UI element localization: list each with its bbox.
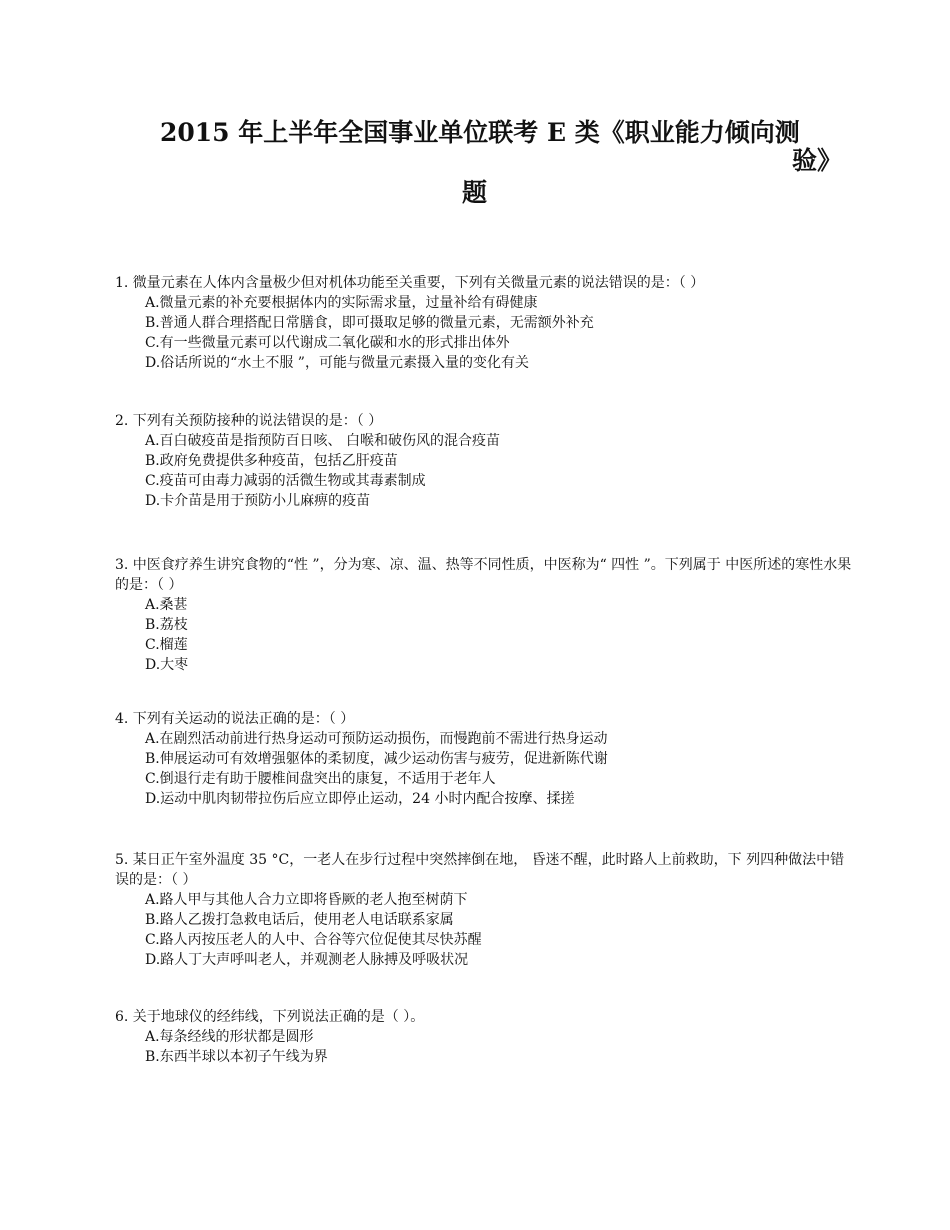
option-b: B.政府免费提供多种疫苗，包括乙肝疫苗 [145, 453, 398, 469]
option-a: A.路人甲与其他人合力立即将昏厥的老人抱至树荫下 [145, 892, 468, 908]
option-a: A.每条经线的形状都是圆形 [145, 1029, 314, 1045]
question-5 [115, 850, 855, 970]
question-4 [115, 709, 855, 809]
question-stem: 2. 下列有关预防接种的说法错误的是：（ ） [115, 413, 383, 429]
option-a: A.微量元素的补充要根据体内的实际需求量，过量补给有碍健康 [145, 295, 538, 311]
question-stem: 3. 中医食疗养生讲究食物的“性 ”，分为寒、凉、温、热等不同性质，中医称为“ 四性 ”。下列属于 中医所述的寒性水果的是：（ ） [115, 557, 852, 593]
option-a: A.百白破疫苗是指预防百日咳、 白喉和破伤风的混合疫苗 [145, 433, 501, 449]
question-1 [115, 273, 855, 373]
question-stem: 4. 下列有关运动的说法正确的是：（ ） [115, 711, 355, 727]
option-b: B.荔枝 [145, 617, 188, 633]
option-c: C.有一些微量元素可以代谢成二氧化碳和水的形式排出体外 [145, 335, 510, 351]
question-stem: 1. 微量元素在人体内含量极少但对机体功能至关重要，下列有关微量元素的说法错误的是：（ ） [115, 275, 705, 291]
option-d: D.俗话所说的“水土不服 ”，可能与微量元素摄入量的变化有关 [145, 355, 529, 371]
option-d: D.路人丁大声呼叫老人，并观测老人脉搏及呼吸状况 [145, 952, 469, 968]
option-d: D.运动中肌肉韧带拉伤后应立即停止运动，24 小时内配合按摩、揉搓 [145, 791, 575, 807]
option-b: B.普通人群合理搭配日常膳食，即可摄取足够的微量元素，无需额外补充 [145, 315, 594, 331]
option-c: C.榴莲 [145, 637, 188, 653]
option-d: D.卡介苗是用于预防小儿麻痹的疫苗 [145, 493, 371, 509]
option-d: D.大枣 [145, 657, 189, 673]
option-c: C.路人丙按压老人的人中、合谷等穴位促使其尽快苏醒 [145, 932, 482, 948]
question-6 [115, 1007, 855, 1067]
option-b: B.路人乙拨打急救电话后，使用老人电话联系家属 [145, 912, 454, 928]
question-2 [115, 411, 855, 511]
option-a: A.在剧烈活动前进行热身运动可预防运动损伤，而慢跑前不需进行热身运动 [145, 731, 608, 747]
document-title-line-1: 2015 年上半年全国事业单位联考 E 类《职业能力倾向测 [160, 118, 800, 147]
question-3 [115, 555, 855, 675]
document-title-line-3: 题 [462, 178, 488, 207]
option-a: A.桑葚 [145, 597, 188, 613]
question-stem: 6. 关于地球仪的经纬线，下列说法正确的是（ ）。 [115, 1009, 425, 1025]
option-b: B.伸展运动可有效增强躯体的柔韧度，减少运动伤害与疲劳，促进新陈代谢 [145, 751, 608, 767]
option-c: C.倒退行走有助于腰椎间盘突出的康复，不适用于老年人 [145, 771, 496, 787]
question-stem: 5. 某日正午室外温度 35 °C，一老人在步行过程中突然摔倒在地， 昏迷不醒，此时路人上前救助，下 列四种做法中错误的是：（ ） [115, 852, 845, 888]
option-c: C.疫苗可由毒力减弱的活微生物或其毒素制成 [145, 473, 426, 489]
document-title-line-2: 验》 [791, 146, 842, 175]
option-b: B.东西半球以本初子午线为界 [145, 1049, 328, 1065]
